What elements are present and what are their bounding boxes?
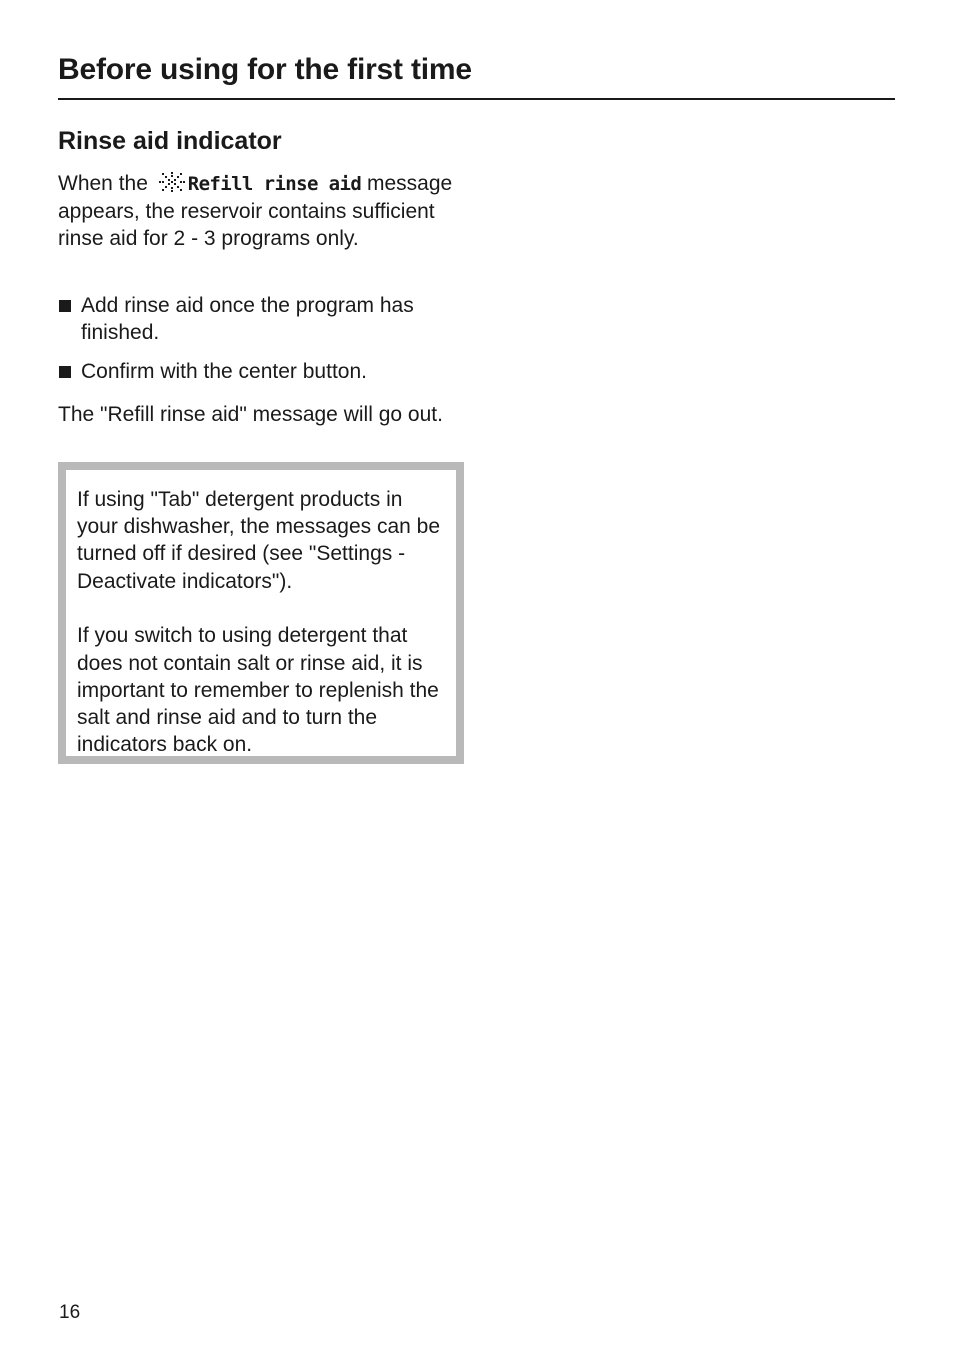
square-bullet-icon [59, 300, 71, 312]
list-item-text: Add rinse aid once the program has finished. [81, 294, 414, 345]
intro-paragraph [58, 170, 458, 253]
rinse-aid-sun-icon [158, 171, 186, 193]
page-number: 16 [59, 1302, 81, 1323]
title-divider [58, 98, 895, 100]
intro-text-after: message appears, the reservoir contains sufficient rinse aid for 2 - 3 programs only. [58, 172, 453, 251]
instruction-list [58, 292, 458, 398]
square-bullet-icon [59, 366, 71, 378]
note-box [58, 462, 464, 764]
outro-paragraph: The "Refill rinse aid" message will go out. [58, 403, 443, 426]
list-item [58, 292, 458, 346]
note-paragraph: If you switch to using detergent that does not contain salt or rinse aid, it is important to remember to replenish the salt and rinse aid and to turn the indicators back on. [77, 624, 439, 757]
list-item [58, 358, 458, 385]
display-message: Refill rinse aid [187, 173, 362, 195]
page-title: Before using for the first time [58, 53, 472, 86]
intro-text-before: When the [58, 172, 154, 195]
note-paragraph: If using "Tab" detergent products in your dishwasher, the messages can be turned off if desired (see "Settings - Deactivate indicators"). [77, 488, 441, 593]
section-heading: Rinse aid indicator [58, 127, 282, 155]
list-item-text: Confirm with the center button. [81, 360, 367, 384]
